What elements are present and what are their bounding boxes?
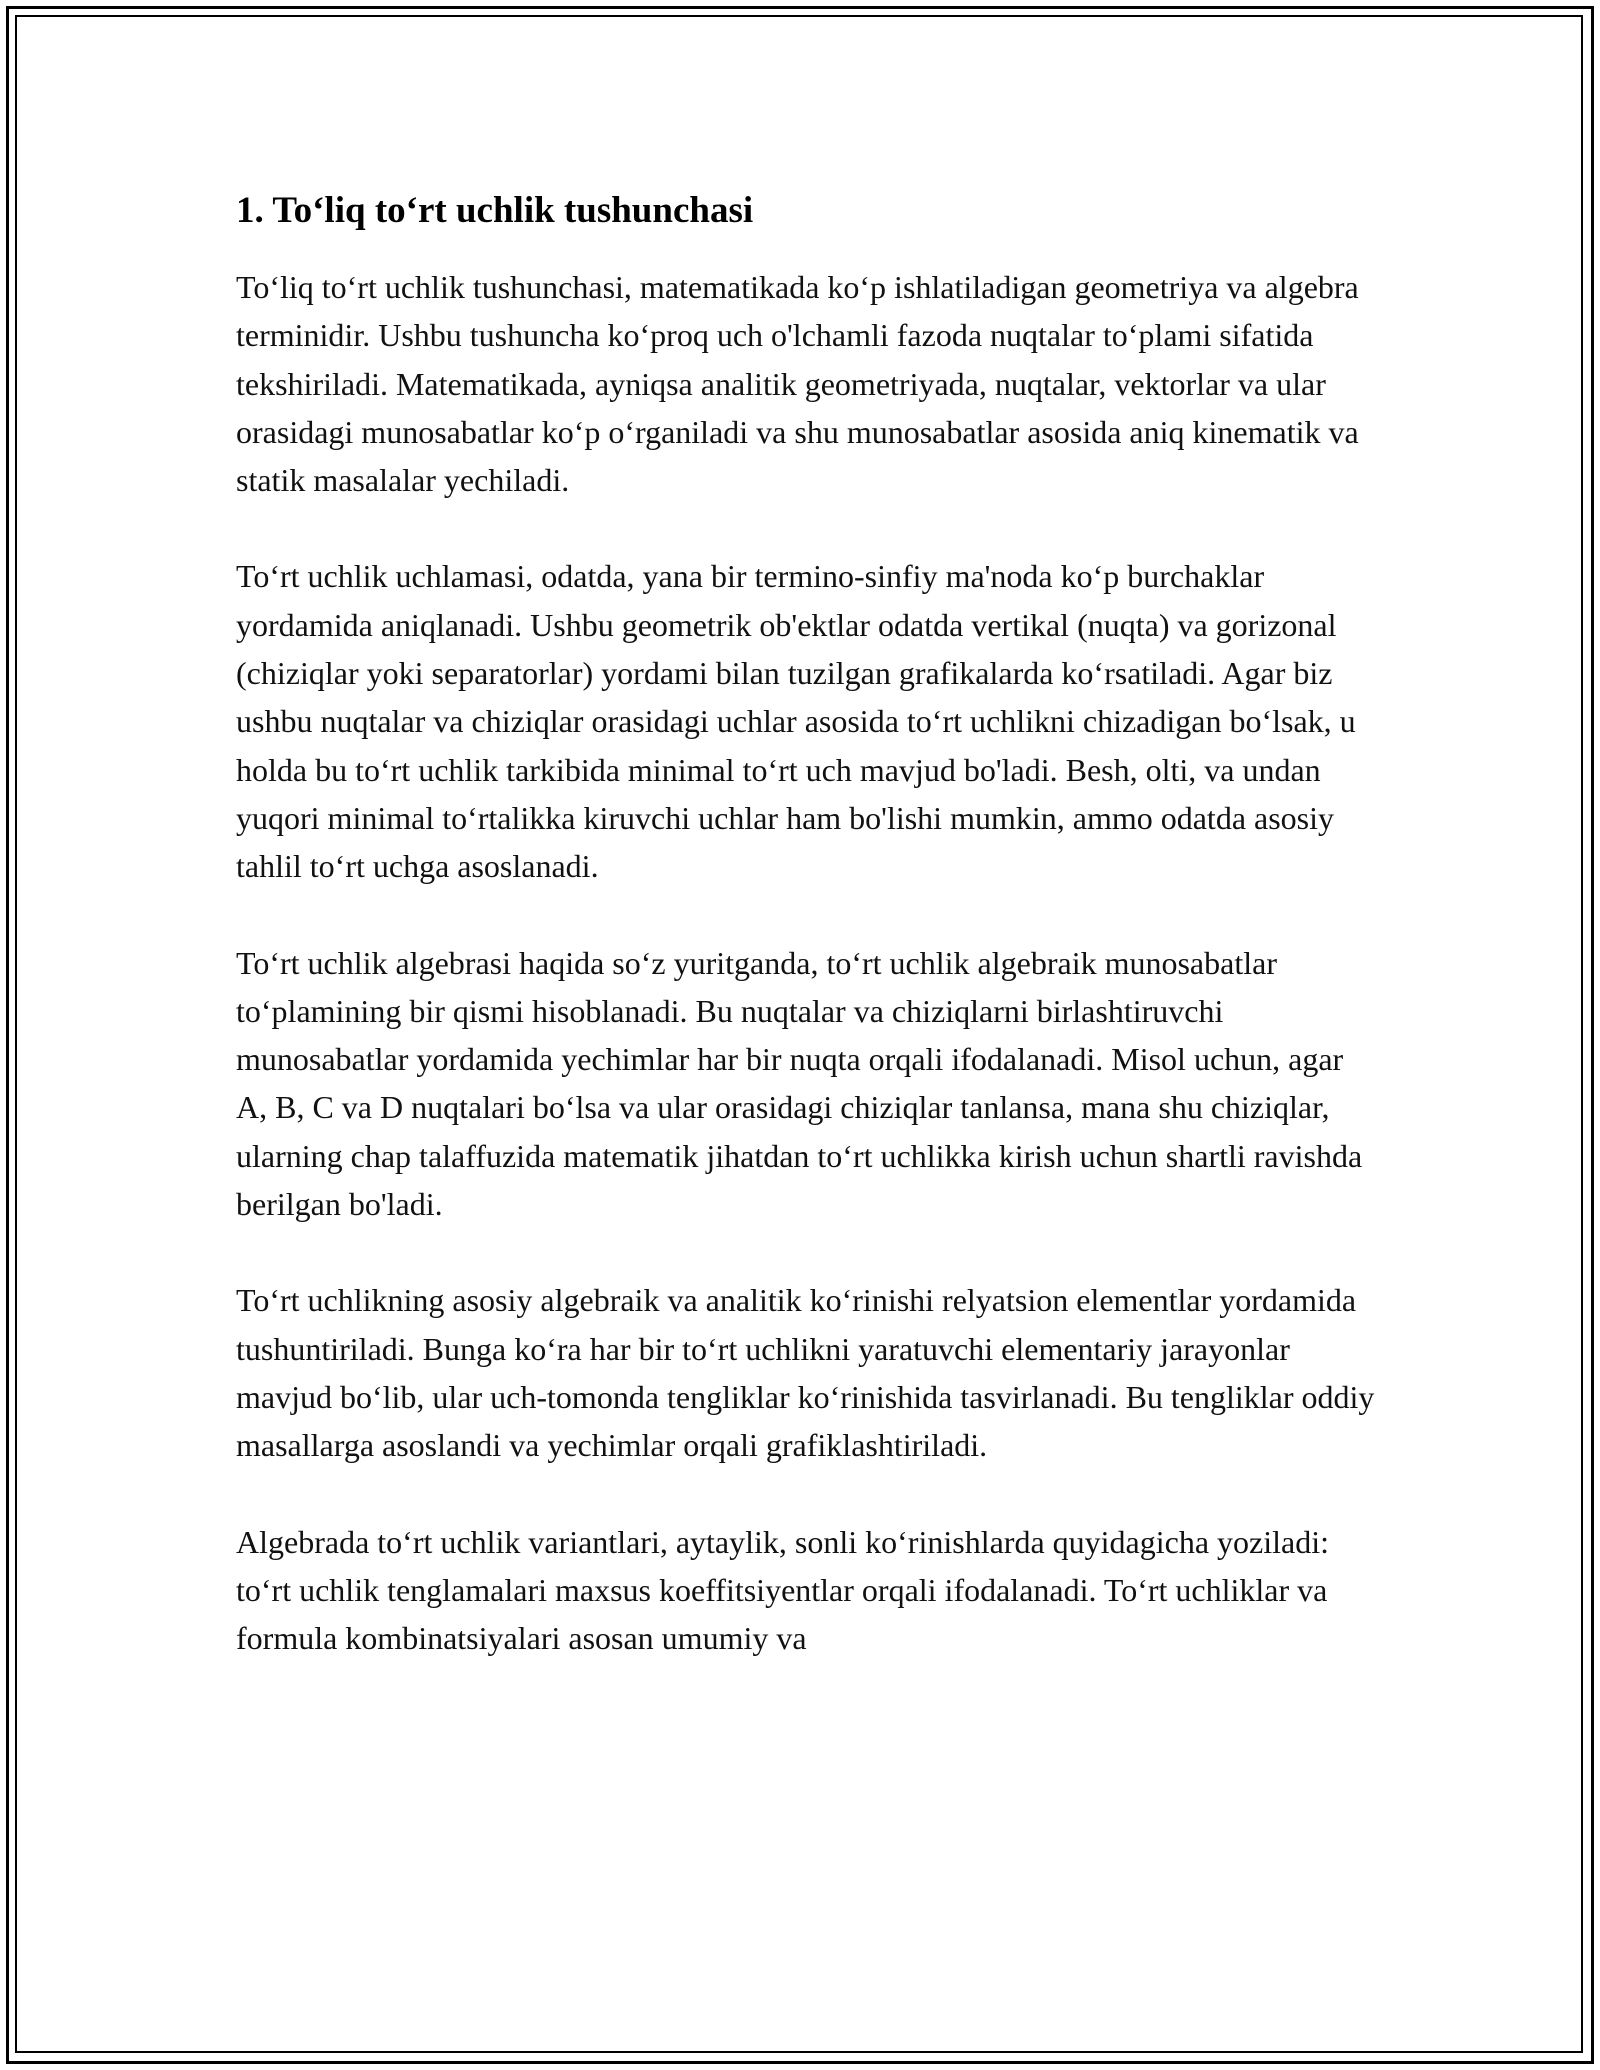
paragraph-1: To‘liq to‘rt uchlik tushunchasi, matematikada ko‘p ishlatiladigan geometriya va algebra terminidir. Ushbu tushuncha ko‘proq uch o'lchamli fazoda nuqtalar to‘plami sifatida tekshiriladi. Matematikada, ayniqsa analitik geometriyada, nuqtalar, vektorlar va ular orasidagi munosabatlar ko‘p o‘rganiladi va shu munosabatlar asosida aniq kinematik va statik masalalar yechiladi.	[236, 269, 1359, 499]
paragraph-2: To‘rt uchlik uchlamasi, odatda, yana bir termino-sinfiy ma'noda ko‘p burchaklar yordamida aniqlanadi. Ushbu geometrik ob'ektlar odatda vertikal (nuqta) va gorizonal (chiziqlar yoki separatorlar) yordami bilan tuzilgan grafikalarda ko‘rsatiladi. Agar biz ushbu nuqtalar va chiziqlar orasidagi uchlar asosida to‘rt uchlikni chizadigan bo‘lsak, u holda bu to‘rt uchlik tarkibida minimal to‘rt uch mavjud bo'ladi. Besh, olti, va undan yuqori minimal to‘rtalikka kiruvchi uchlar ham bo'lishi mumkin, ammo odatda asosiy tahlil to‘rt uchga asoslanadi.	[236, 558, 1356, 885]
paragraph-3: To‘rt uchlik algebrasi haqida so‘z yuritganda, to‘rt uchlik algebraik munosabatlar to‘plamining bir qismi hisoblanadi. Bu nuqtalar va chiziqlarni birlashtiruvchi munosabatlar yordamida yechimlar har bir nuqta orqali ifodalanadi. Misol uchun, agar A, B, C va D nuqtalari bo‘lsa va ular orasidagi chiziqlar tanlansa, mana shu chiziqlar, ularning chap talaffuzida matematik jihatdan to‘rt uchlikka kirish uchun shartli ravishda berilgan bo'ladi.	[236, 944, 1363, 1223]
paragraph-5: Algebrada to‘rt uchlik variantlari, aytaylik, sonli ko‘rinishlarda quyidagicha yoziladi: to‘rt uchlik tenglamalari maxsus koeffitsiyentlar orqali ifodalanadi. To‘rt uchliklar va formula kombinatsiyalari asosan umumiy va	[236, 1523, 1329, 1657]
document-body	[236, 185, 1376, 1710]
paragraph-4: To‘rt uchlikning asosiy algebraik va analitik ko‘rinishi relyatsion elementlar yordamida tushuntiriladi. Bunga ko‘ra har bir to‘rt uchlikni yaratuvchi elementariy jarayonlar mavjud bo‘lib, ular uch-tomonda tengliklar ko‘rinishida tasvirlanadi. Bu tengliklar oddiy masallarga asoslandi va yechimlar orqali grafiklashtiriladi.	[236, 1282, 1375, 1464]
section-heading: 1. To‘liq to‘rt uchlik tushunchasi	[236, 190, 754, 231]
